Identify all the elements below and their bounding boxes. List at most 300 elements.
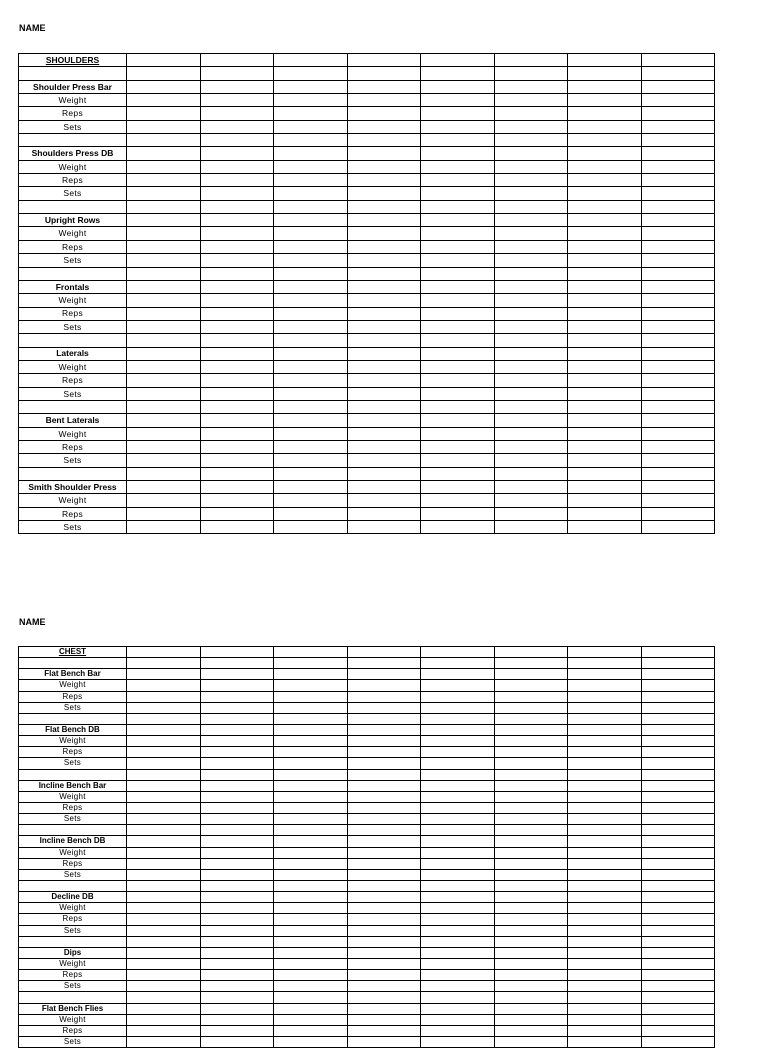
entry-cell[interactable] [127, 120, 201, 133]
entry-cell[interactable] [568, 869, 642, 880]
entry-cell[interactable] [568, 387, 642, 400]
entry-cell[interactable] [347, 120, 421, 133]
entry-cell[interactable] [641, 107, 715, 120]
entry-cell[interactable] [200, 981, 274, 992]
entry-cell[interactable] [274, 427, 348, 440]
entry-cell[interactable] [421, 724, 495, 735]
entry-cell[interactable] [641, 702, 715, 713]
entry-cell[interactable] [494, 507, 568, 520]
entry-cell[interactable] [274, 1025, 348, 1036]
entry-cell[interactable] [421, 427, 495, 440]
entry-cell[interactable] [641, 814, 715, 825]
entry-cell[interactable] [494, 240, 568, 253]
entry-cell[interactable] [494, 802, 568, 813]
entry-cell[interactable] [347, 669, 421, 680]
entry-cell[interactable] [641, 374, 715, 387]
entry-cell[interactable] [274, 970, 348, 981]
entry-cell[interactable] [200, 227, 274, 240]
entry-cell[interactable] [421, 400, 495, 413]
entry-cell[interactable] [274, 494, 348, 507]
entry-cell[interactable] [200, 440, 274, 453]
entry-cell[interactable] [347, 214, 421, 227]
entry-cell[interactable] [421, 507, 495, 520]
entry-cell[interactable] [421, 440, 495, 453]
entry-cell[interactable] [568, 892, 642, 903]
entry-cell[interactable] [641, 120, 715, 133]
entry-cell[interactable] [274, 294, 348, 307]
entry-cell[interactable] [127, 780, 201, 791]
entry-cell[interactable] [421, 658, 495, 669]
entry-cell[interactable] [568, 802, 642, 813]
entry-cell[interactable] [494, 780, 568, 791]
entry-cell[interactable] [127, 160, 201, 173]
entry-cell[interactable] [641, 227, 715, 240]
entry-cell[interactable] [200, 174, 274, 187]
entry-cell[interactable] [568, 120, 642, 133]
entry-cell[interactable] [494, 360, 568, 373]
entry-cell[interactable] [494, 147, 568, 160]
entry-cell[interactable] [421, 858, 495, 869]
entry-cell[interactable] [127, 858, 201, 869]
entry-cell[interactable] [127, 454, 201, 467]
entry-cell[interactable] [274, 107, 348, 120]
entry-cell[interactable] [421, 713, 495, 724]
entry-cell[interactable] [421, 494, 495, 507]
entry-cell[interactable] [127, 947, 201, 958]
entry-cell[interactable] [568, 647, 642, 658]
entry-cell[interactable] [494, 680, 568, 691]
entry-cell[interactable] [568, 1036, 642, 1047]
entry-cell[interactable] [200, 658, 274, 669]
entry-cell[interactable] [347, 387, 421, 400]
entry-cell[interactable] [274, 227, 348, 240]
entry-cell[interactable] [200, 267, 274, 280]
entry-cell[interactable] [641, 769, 715, 780]
entry-cell[interactable] [421, 174, 495, 187]
entry-cell[interactable] [494, 836, 568, 847]
entry-cell[interactable] [274, 347, 348, 360]
entry-cell[interactable] [127, 147, 201, 160]
entry-cell[interactable] [421, 160, 495, 173]
entry-cell[interactable] [568, 214, 642, 227]
entry-cell[interactable] [641, 858, 715, 869]
entry-cell[interactable] [127, 847, 201, 858]
entry-cell[interactable] [274, 174, 348, 187]
entry-cell[interactable] [347, 1025, 421, 1036]
entry-cell[interactable] [641, 240, 715, 253]
entry-cell[interactable] [494, 769, 568, 780]
entry-cell[interactable] [200, 936, 274, 947]
entry-cell[interactable] [200, 347, 274, 360]
entry-cell[interactable] [127, 54, 201, 67]
entry-cell[interactable] [200, 414, 274, 427]
entry-cell[interactable] [568, 858, 642, 869]
entry-cell[interactable] [347, 858, 421, 869]
entry-cell[interactable] [494, 936, 568, 947]
entry-cell[interactable] [421, 1025, 495, 1036]
entry-cell[interactable] [347, 374, 421, 387]
entry-cell[interactable] [568, 427, 642, 440]
entry-cell[interactable] [274, 467, 348, 480]
entry-cell[interactable] [127, 791, 201, 802]
entry-cell[interactable] [274, 240, 348, 253]
entry-cell[interactable] [274, 214, 348, 227]
entry-cell[interactable] [274, 947, 348, 958]
entry-cell[interactable] [127, 869, 201, 880]
entry-cell[interactable] [494, 334, 568, 347]
entry-cell[interactable] [200, 847, 274, 858]
entry-cell[interactable] [200, 454, 274, 467]
entry-cell[interactable] [568, 669, 642, 680]
entry-cell[interactable] [274, 836, 348, 847]
entry-cell[interactable] [494, 174, 568, 187]
entry-cell[interactable] [127, 427, 201, 440]
entry-cell[interactable] [347, 892, 421, 903]
entry-cell[interactable] [641, 360, 715, 373]
entry-cell[interactable] [641, 214, 715, 227]
entry-cell[interactable] [347, 80, 421, 93]
entry-cell[interactable] [200, 914, 274, 925]
entry-cell[interactable] [347, 825, 421, 836]
entry-cell[interactable] [127, 347, 201, 360]
entry-cell[interactable] [274, 254, 348, 267]
entry-cell[interactable] [127, 769, 201, 780]
entry-cell[interactable] [421, 869, 495, 880]
entry-cell[interactable] [127, 936, 201, 947]
entry-cell[interactable] [200, 1036, 274, 1047]
entry-cell[interactable] [274, 507, 348, 520]
entry-cell[interactable] [568, 174, 642, 187]
entry-cell[interactable] [347, 903, 421, 914]
entry-cell[interactable] [568, 769, 642, 780]
entry-cell[interactable] [494, 658, 568, 669]
entry-cell[interactable] [274, 814, 348, 825]
entry-cell[interactable] [347, 94, 421, 107]
entry-cell[interactable] [568, 992, 642, 1003]
entry-cell[interactable] [347, 360, 421, 373]
entry-cell[interactable] [568, 160, 642, 173]
entry-cell[interactable] [127, 825, 201, 836]
entry-cell[interactable] [200, 702, 274, 713]
entry-cell[interactable] [127, 1036, 201, 1047]
entry-cell[interactable] [568, 454, 642, 467]
entry-cell[interactable] [274, 187, 348, 200]
entry-cell[interactable] [568, 702, 642, 713]
entry-cell[interactable] [421, 780, 495, 791]
entry-cell[interactable] [494, 647, 568, 658]
entry-cell[interactable] [200, 240, 274, 253]
entry-cell[interactable] [347, 280, 421, 293]
entry-cell[interactable] [274, 880, 348, 891]
entry-cell[interactable] [127, 294, 201, 307]
entry-cell[interactable] [494, 814, 568, 825]
entry-cell[interactable] [127, 507, 201, 520]
entry-cell[interactable] [200, 958, 274, 969]
entry-cell[interactable] [641, 507, 715, 520]
entry-cell[interactable] [127, 747, 201, 758]
entry-cell[interactable] [347, 267, 421, 280]
entry-cell[interactable] [127, 400, 201, 413]
entry-cell[interactable] [200, 374, 274, 387]
entry-cell[interactable] [200, 187, 274, 200]
entry-cell[interactable] [200, 925, 274, 936]
entry-cell[interactable] [494, 374, 568, 387]
entry-cell[interactable] [494, 80, 568, 93]
entry-cell[interactable] [347, 958, 421, 969]
entry-cell[interactable] [127, 958, 201, 969]
entry-cell[interactable] [568, 147, 642, 160]
entry-cell[interactable] [347, 814, 421, 825]
entry-cell[interactable] [347, 414, 421, 427]
entry-cell[interactable] [421, 647, 495, 658]
entry-cell[interactable] [200, 360, 274, 373]
entry-cell[interactable] [127, 691, 201, 702]
entry-cell[interactable] [347, 334, 421, 347]
entry-cell[interactable] [200, 307, 274, 320]
entry-cell[interactable] [347, 880, 421, 891]
entry-cell[interactable] [347, 507, 421, 520]
entry-cell[interactable] [274, 374, 348, 387]
entry-cell[interactable] [127, 214, 201, 227]
entry-cell[interactable] [347, 200, 421, 213]
entry-cell[interactable] [347, 307, 421, 320]
entry-cell[interactable] [421, 880, 495, 891]
entry-cell[interactable] [494, 494, 568, 507]
entry-cell[interactable] [641, 958, 715, 969]
entry-cell[interactable] [200, 724, 274, 735]
entry-cell[interactable] [641, 669, 715, 680]
entry-cell[interactable] [274, 94, 348, 107]
entry-cell[interactable] [421, 481, 495, 494]
entry-cell[interactable] [127, 134, 201, 147]
entry-cell[interactable] [641, 825, 715, 836]
entry-cell[interactable] [494, 427, 568, 440]
entry-cell[interactable] [421, 680, 495, 691]
entry-cell[interactable] [568, 134, 642, 147]
entry-cell[interactable] [568, 724, 642, 735]
entry-cell[interactable] [274, 387, 348, 400]
entry-cell[interactable] [494, 400, 568, 413]
entry-cell[interactable] [274, 147, 348, 160]
entry-cell[interactable] [200, 903, 274, 914]
entry-cell[interactable] [200, 736, 274, 747]
entry-cell[interactable] [421, 836, 495, 847]
entry-cell[interactable] [494, 440, 568, 453]
entry-cell[interactable] [421, 320, 495, 333]
entry-cell[interactable] [127, 267, 201, 280]
entry-cell[interactable] [568, 521, 642, 534]
entry-cell[interactable] [494, 160, 568, 173]
entry-cell[interactable] [127, 970, 201, 981]
entry-cell[interactable] [347, 658, 421, 669]
entry-cell[interactable] [127, 892, 201, 903]
entry-cell[interactable] [347, 802, 421, 813]
entry-cell[interactable] [421, 280, 495, 293]
entry-cell[interactable] [347, 992, 421, 1003]
entry-cell[interactable] [200, 747, 274, 758]
entry-cell[interactable] [641, 680, 715, 691]
entry-cell[interactable] [347, 780, 421, 791]
entry-cell[interactable] [200, 481, 274, 494]
entry-cell[interactable] [200, 1003, 274, 1014]
entry-cell[interactable] [127, 914, 201, 925]
entry-cell[interactable] [494, 903, 568, 914]
entry-cell[interactable] [127, 360, 201, 373]
entry-cell[interactable] [641, 267, 715, 280]
entry-cell[interactable] [127, 1003, 201, 1014]
entry-cell[interactable] [421, 669, 495, 680]
entry-cell[interactable] [200, 134, 274, 147]
entry-cell[interactable] [347, 925, 421, 936]
entry-cell[interactable] [568, 958, 642, 969]
entry-cell[interactable] [421, 981, 495, 992]
entry-cell[interactable] [568, 54, 642, 67]
entry-cell[interactable] [568, 107, 642, 120]
entry-cell[interactable] [274, 758, 348, 769]
entry-cell[interactable] [127, 414, 201, 427]
entry-cell[interactable] [127, 80, 201, 93]
entry-cell[interactable] [200, 94, 274, 107]
entry-cell[interactable] [641, 992, 715, 1003]
entry-cell[interactable] [200, 427, 274, 440]
entry-cell[interactable] [274, 334, 348, 347]
entry-cell[interactable] [641, 914, 715, 925]
entry-cell[interactable] [421, 936, 495, 947]
entry-cell[interactable] [568, 836, 642, 847]
entry-cell[interactable] [127, 981, 201, 992]
entry-cell[interactable] [568, 981, 642, 992]
entry-cell[interactable] [127, 481, 201, 494]
entry-cell[interactable] [274, 680, 348, 691]
entry-cell[interactable] [641, 736, 715, 747]
entry-cell[interactable] [347, 869, 421, 880]
entry-cell[interactable] [200, 869, 274, 880]
entry-cell[interactable] [494, 1036, 568, 1047]
entry-cell[interactable] [641, 521, 715, 534]
entry-cell[interactable] [641, 307, 715, 320]
entry-cell[interactable] [347, 836, 421, 847]
entry-cell[interactable] [494, 214, 568, 227]
entry-cell[interactable] [568, 467, 642, 480]
entry-cell[interactable] [274, 981, 348, 992]
entry-cell[interactable] [494, 736, 568, 747]
entry-cell[interactable] [127, 736, 201, 747]
entry-cell[interactable] [568, 200, 642, 213]
entry-cell[interactable] [494, 958, 568, 969]
entry-cell[interactable] [494, 1003, 568, 1014]
entry-cell[interactable] [494, 669, 568, 680]
entry-cell[interactable] [421, 702, 495, 713]
entry-cell[interactable] [494, 294, 568, 307]
entry-cell[interactable] [200, 780, 274, 791]
entry-cell[interactable] [421, 120, 495, 133]
entry-cell[interactable] [200, 120, 274, 133]
entry-cell[interactable] [568, 360, 642, 373]
entry-cell[interactable] [347, 713, 421, 724]
entry-cell[interactable] [421, 892, 495, 903]
entry-cell[interactable] [127, 107, 201, 120]
entry-cell[interactable] [494, 847, 568, 858]
entry-cell[interactable] [274, 54, 348, 67]
entry-cell[interactable] [421, 521, 495, 534]
entry-cell[interactable] [641, 802, 715, 813]
entry-cell[interactable] [568, 1003, 642, 1014]
entry-cell[interactable] [421, 200, 495, 213]
entry-cell[interactable] [274, 400, 348, 413]
entry-cell[interactable] [200, 494, 274, 507]
entry-cell[interactable] [568, 791, 642, 802]
entry-cell[interactable] [274, 747, 348, 758]
entry-cell[interactable] [641, 467, 715, 480]
entry-cell[interactable] [421, 387, 495, 400]
entry-cell[interactable] [641, 724, 715, 735]
entry-cell[interactable] [347, 1036, 421, 1047]
entry-cell[interactable] [641, 187, 715, 200]
entry-cell[interactable] [421, 94, 495, 107]
entry-cell[interactable] [347, 691, 421, 702]
entry-cell[interactable] [274, 67, 348, 80]
entry-cell[interactable] [568, 254, 642, 267]
entry-cell[interactable] [127, 280, 201, 293]
entry-cell[interactable] [347, 647, 421, 658]
entry-cell[interactable] [421, 925, 495, 936]
entry-cell[interactable] [347, 440, 421, 453]
entry-cell[interactable] [200, 858, 274, 869]
entry-cell[interactable] [641, 254, 715, 267]
entry-cell[interactable] [641, 903, 715, 914]
entry-cell[interactable] [127, 680, 201, 691]
entry-cell[interactable] [568, 240, 642, 253]
entry-cell[interactable] [127, 227, 201, 240]
entry-cell[interactable] [494, 347, 568, 360]
entry-cell[interactable] [200, 791, 274, 802]
entry-cell[interactable] [641, 174, 715, 187]
entry-cell[interactable] [421, 254, 495, 267]
entry-cell[interactable] [568, 294, 642, 307]
entry-cell[interactable] [421, 958, 495, 969]
entry-cell[interactable] [494, 107, 568, 120]
entry-cell[interactable] [127, 814, 201, 825]
entry-cell[interactable] [127, 374, 201, 387]
entry-cell[interactable] [200, 836, 274, 847]
entry-cell[interactable] [568, 507, 642, 520]
entry-cell[interactable] [641, 836, 715, 847]
entry-cell[interactable] [274, 360, 348, 373]
entry-cell[interactable] [127, 802, 201, 813]
entry-cell[interactable] [347, 724, 421, 735]
entry-cell[interactable] [568, 307, 642, 320]
entry-cell[interactable] [127, 240, 201, 253]
entry-cell[interactable] [641, 947, 715, 958]
entry-cell[interactable] [494, 227, 568, 240]
entry-cell[interactable] [641, 134, 715, 147]
entry-cell[interactable] [421, 374, 495, 387]
entry-cell[interactable] [347, 227, 421, 240]
entry-cell[interactable] [421, 970, 495, 981]
entry-cell[interactable] [421, 107, 495, 120]
entry-cell[interactable] [274, 80, 348, 93]
entry-cell[interactable] [494, 713, 568, 724]
entry-cell[interactable] [494, 869, 568, 880]
entry-cell[interactable] [127, 67, 201, 80]
entry-cell[interactable] [494, 892, 568, 903]
entry-cell[interactable] [127, 647, 201, 658]
entry-cell[interactable] [274, 454, 348, 467]
entry-cell[interactable] [568, 880, 642, 891]
entry-cell[interactable] [347, 747, 421, 758]
entry-cell[interactable] [200, 214, 274, 227]
entry-cell[interactable] [200, 825, 274, 836]
